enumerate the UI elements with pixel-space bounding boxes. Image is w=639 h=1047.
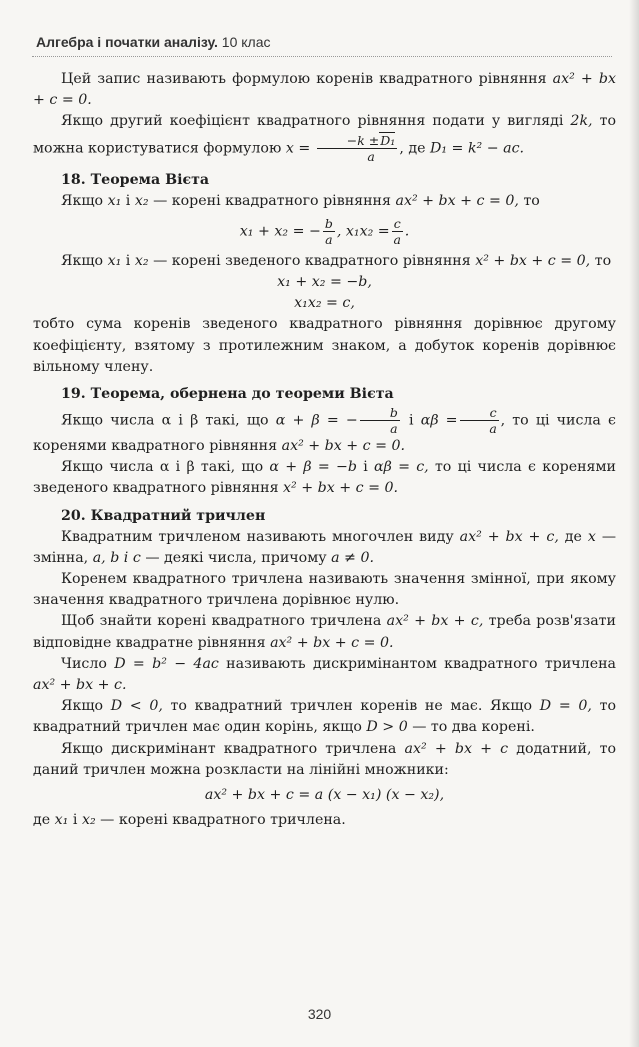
paragraph-even-coefficient: Якщо другий коефіцієнт квадратного рівняння подати у вигляді 2k, то можна користуватися формулою x = $\frac{\text{−k ±D₁}}{a}$ , де D₁ = k² − ac. xyxy=(33,113,616,164)
page-number: 320 xyxy=(307,1006,332,1022)
s19-paragraph-2: Якщо числа α і β такі, що α + β = −b і αβ = c, то ці числа є коренями зведеного квадратного рівняння x² + bx + c = 0. xyxy=(33,459,616,497)
section-18-title: 18. Теорема Вієта xyxy=(61,171,210,188)
factorization-formula: ax² + bx + c = a (x − x₁) (x − x₂), xyxy=(204,787,445,804)
header-rule xyxy=(32,56,612,57)
s20-paragraph-6: Якщо дискримінант квадратного тричлена ax² + bx + c додатний, то даний тричлен можна розкласти на лінійні множники: xyxy=(33,740,616,778)
header-title: Алгебра і початки аналізу. xyxy=(36,34,218,50)
s19-paragraph-1: Якщо числа α і β такі, що α + β = − $\frac{b}{a}$ і αβ = $\frac{c}{a}$ , то ці числа є коренями квадратного рівняння ax² + bx + c = 0. xyxy=(33,405,616,455)
vieta-formula: x₁ + x₂ = − $\frac{b}{a}$ , x₁x₂ = $\frac{c}{a}$ . xyxy=(239,215,410,247)
s18-paragraph-1: Якщо x₁ і x₂ — корені квадратного рівняння ax² + bx + c = 0, то xyxy=(61,192,540,209)
s20-paragraph-5: Якщо D < 0, то квадратний тричлен коренів не має. Якщо D = 0, то квадратний тричлен має один корінь, якщо D > 0 — то два корені. xyxy=(33,698,616,736)
running-header xyxy=(36,34,270,50)
sqrt-d1: D₁ xyxy=(380,132,396,148)
s18-paragraph-2: Якщо x₁ і x₂ — корені зведеного квадратного рівняння x² + bx + c = 0, то xyxy=(61,252,612,269)
paragraph-formula-name: Цей запис називають формулою коренів квадратного рівняння ax² + bx + c = 0. xyxy=(33,71,616,109)
s18-paragraph-3: тобто сума коренів зведеного квадратного рівняння дорівнює другому коефіцієнту, взятому з протилежним знаком, а добуток коренів дорівнює вільному члену. xyxy=(33,316,616,375)
s20-paragraph-4: Число D = b² − 4ac називають дискримінантом квадратного тричлена ax² + bx + c. xyxy=(33,655,616,694)
vieta-reduced-eq-1: x₁ + x₂ = −b, xyxy=(277,274,372,291)
vieta-reduced-eq-2: x₁x₂ = c, xyxy=(294,295,355,312)
s20-paragraph-7: де x₁ і x₂ — корені квадратного тричлена. xyxy=(33,812,346,829)
page-body xyxy=(33,69,616,831)
s20-paragraph-3: Щоб знайти корені квадратного тричлена ax² + bx + c, треба розв'язати відповідне квадратне рівняння ax² + bx + c = 0. xyxy=(33,613,616,651)
s20-paragraph-1: Квадратним тричленом називають многочлен виду ax² + bx + c, де x — змінна, a, b і c — деякі числа, причому a ≠ 0. xyxy=(33,528,616,566)
page-edge-shadow xyxy=(629,0,639,1047)
header-grade: 10 клас xyxy=(217,34,271,50)
s20-paragraph-2: Коренем квадратного тричлена називають значення змінної, при якому значення квадратного тричлена дорівнює нулю. xyxy=(33,571,616,609)
section-19-title: 19. Теорема, обернена до теореми Вієта xyxy=(61,386,394,403)
formula-fraction: $\frac{\text{−k ±D₁}}{a}$ xyxy=(317,133,398,164)
section-20-title: 20. Квадратний тричлен xyxy=(61,507,266,524)
